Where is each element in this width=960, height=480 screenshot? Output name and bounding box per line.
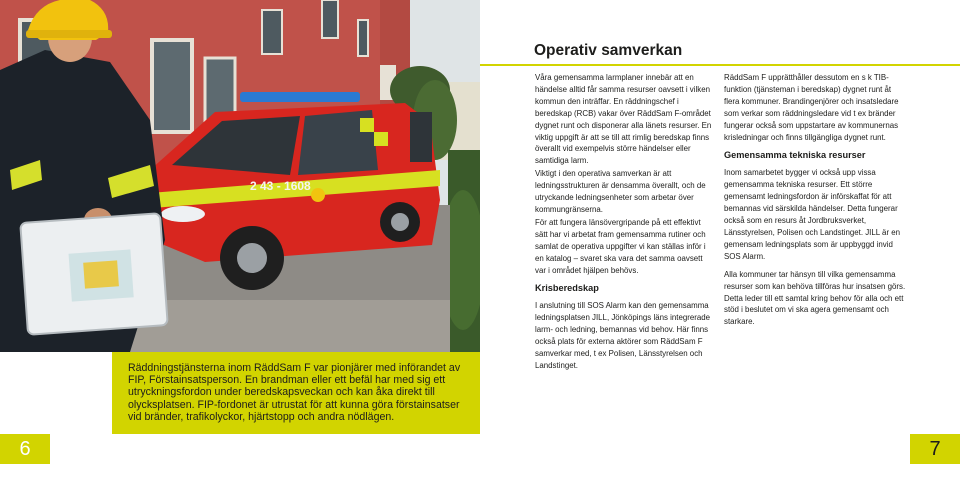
paragraph: Viktigt i den operativa samverkan är att ledningsstrukturen är densamma överallt, och de utryckande ledningsenheter som arbetar över kommungränserna.	[535, 169, 706, 214]
subheading-krisberedskap: Krisberedskap	[535, 283, 599, 294]
paragraph: Alla kommuner tar hänsyn till vilka gemensamma resurser som kan behöva tillföras hur insatsen görs. Detta leder till ett samtal kring behov för alla och ett stöd i beslutet om vi ska agera gemensamt och starkare.	[724, 269, 906, 327]
text-column-2	[724, 72, 906, 329]
page-number-right: 7	[910, 434, 960, 464]
photo-caption: Räddningstjänsterna inom RäddSam F var pionjärer med införandet av FIP, Förstainsatsperson. En brandman eller ett befäl har med sig ett utryckningsfordon under beredskapsveckan och kan åka direkt till olycksplatsen. FIP-fordonet är utrustat för att kunna göra förstainsatser vid bränder, trafikolyckor, hjärtstopp och andra nödlägen.	[128, 362, 461, 423]
section-title: Operativ samverkan	[534, 42, 683, 59]
paragraph: I anslutning till SOS Alarm kan den gemensamma ledningsplatsen JILL, Jönköpings läns integrerade larm- och ledning, bemannas vid behov. Här finns också plats för externa aktörer som RäddSam F samverkar med, t ex Polisen, Länsstyrelsen och Landstinget.	[535, 301, 711, 370]
subheading-tekniska-resurser: Gemensamma tekniska resurser	[724, 150, 866, 161]
paragraph: RäddSam F upprätthåller dessutom en s k TIB-funktion (tjänsteman i beredskap) dygnet runt åt flera kommuner. Brandingenjörer och insatsledare som verkar som räddningsledare vid t ex bränder fungerar också som uppstartare av kommunernas krisledningar och finns tillgängliga dygnet runt.	[724, 73, 899, 142]
caption-box	[112, 352, 480, 434]
paragraph: Inom samarbetet bygger vi också upp vissa gemensamma tekniska resurser. Ett större gemensamt ledningsfordon är införskaffat för att bemannas vid särskilda händelser. Detta fungerar också som en resurs åt Jordbruksverket, Länsstyrelsen, Polisen och Landstinget. JILL är en gemensam ledningsplats som är uppbyggd invid SOS Alarm.	[724, 168, 901, 261]
right-page	[480, 0, 960, 480]
text-column-1	[535, 72, 715, 373]
title-divider	[480, 64, 960, 66]
page-number-left: 6	[0, 434, 50, 464]
paragraph: För att fungera länsövergripande på ett effektivt sätt har vi arbetat fram gemensamma rutiner och samlat de operativa uppgifter vi kan ställas inför i en katalog – svaret ska vara det samma oavsett var i området hjälpen behövs.	[535, 217, 706, 275]
vehicle-number: 2 43 - 1608	[250, 179, 311, 193]
firefighter-photo	[0, 0, 480, 352]
paragraph: Våra gemensamma larmplaner innebär att en händelse alltid får samma resurser oavsett i vilken kommun den inträffar. En räddningschef i beredskap (RCB) vakar över RäddSam F-området dygnet runt och disponerar alla länets resurser. En viktig uppgift är att se till att rimlig beredskap finns överallt vid exempelvis större händelser eller samtidiga larm.	[535, 73, 712, 166]
